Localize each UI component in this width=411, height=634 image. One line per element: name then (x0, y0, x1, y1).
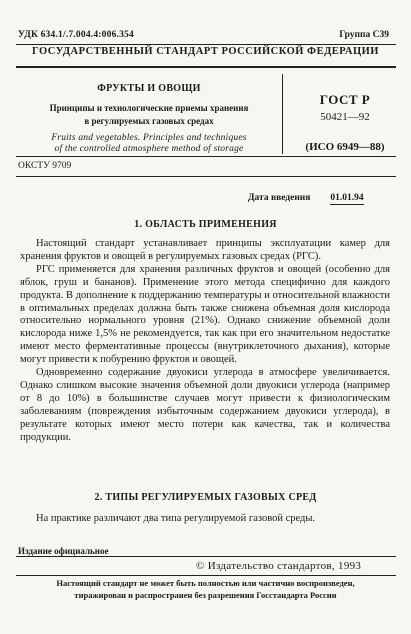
section2-paragraph: На практике различают два типа регулируемой газовой среды. (36, 513, 316, 524)
standard-subtitle-line2: в регулируемых газовых средах (84, 116, 214, 126)
section2-body (20, 513, 390, 526)
intro-date-value: 01.01.94 (330, 193, 364, 203)
okstu-code: ОКСТУ 9709 (18, 161, 72, 171)
section2-title: 2. ТИПЫ РЕГУЛИРУЕМЫХ ГАЗОВЫХ СРЕД (94, 492, 317, 503)
section1-title: 1. ОБЛАСТЬ ПРИМЕНЕНИЯ (134, 219, 277, 230)
standard-title: ФРУКТЫ И ОВОЩИ (97, 83, 201, 94)
notice-rule (16, 575, 396, 576)
footer-rule (16, 556, 396, 557)
english-title-line2: of the controlled atmosphere method of storage (54, 144, 244, 154)
intro-date-label: Дата введения (248, 193, 311, 203)
copyright: © Издательство стандартов, 1993 (196, 560, 362, 572)
english-title-line1: Fruits and vegetables. Principles and techniques (51, 133, 247, 143)
top-rule (16, 44, 396, 45)
official-edition-label: Издание официальное (18, 546, 109, 556)
title-divider (282, 74, 283, 154)
section1-paragraph: РГС применяется для хранения различных фруктов и овощей (особенно для яблок, груш и бананов). Применение этого метода специфично для каждого продукта. В дополнение к поддержанию температуры и относительной влажности в оптимальных пределах должна быть также снижена объемная доля кислорода относительно нормального уровня (21%). Однако снижение объемной доли кислорода ниже 1,5% не рекомендуется, так как при его значительном недостатке имеют место ферментативные процессы (внутриклеточного дыхания), которые могут привести к побурению фруктов и овощей. (20, 263, 390, 366)
group-code: Группа С39 (339, 30, 389, 40)
title-block (18, 83, 280, 155)
standard-subtitle-line1: Принципы и технологические приемы хранения (49, 103, 249, 113)
udk-code: УДК 634.1/.7.004.4:006.354 (18, 30, 134, 40)
section1-body (20, 238, 390, 445)
intro-date (248, 193, 364, 203)
section1-paragraph: Одновременно содержание двуокиси углерода в атмосфере увеличивается. Однако слишком высокие значения объемной доли двуокиси углерода (например от 8 до 10%) в большинстве случаев могут привести к физиологическим заболеваниям (повреждения избыточным содержанием двуокиси углерода), в результате которых имеют место потери как качества, так и количества продукции. (20, 367, 390, 443)
header-rule (16, 66, 396, 68)
reproduction-notice (0, 577, 411, 601)
designation-block (290, 92, 400, 153)
gost-label: ГОСТ Р (319, 92, 371, 107)
notice-line1: Настоящий стандарт не может быть полностью или частично воспроизведен, (56, 578, 355, 588)
iso-reference: (ИСО 6949—88) (305, 141, 385, 153)
section1-paragraph: Настоящий стандарт устанавливает принципы эксплуатации камер для хранения фруктов и овощей в регулируемых газовых средах (РГС). (20, 238, 390, 262)
state-standard-heading: ГОСУДАРСТВЕННЫЙ СТАНДАРТ РОССИЙСКОЙ ФЕДЕРАЦИИ (32, 46, 379, 57)
gost-number: 50421—92 (320, 111, 370, 123)
notice-line2: тиражирован и распространен без разрешения Госстандарта России (74, 590, 337, 600)
okstu-rule (16, 176, 396, 177)
title-rule (16, 156, 396, 157)
